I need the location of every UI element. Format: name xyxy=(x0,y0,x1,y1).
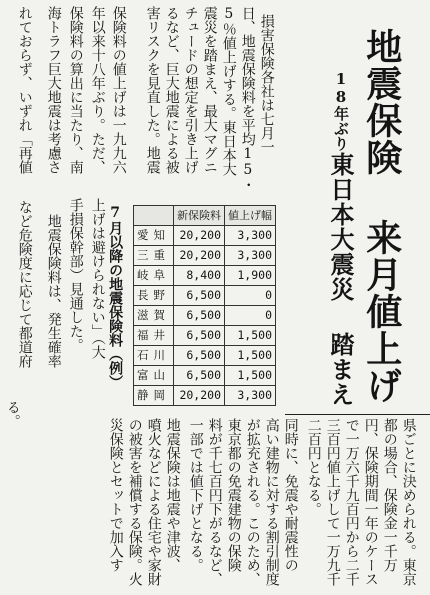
table-cell-new-premium: 8,400 xyxy=(174,266,225,286)
article-column: 県ごとに決められる。東京 xyxy=(400,418,417,586)
table-cell-new-premium: 20,200 xyxy=(174,386,225,406)
table-cell-prefecture: 滋賀 xyxy=(134,306,174,326)
article-column: が拡充される。このため、 xyxy=(244,418,261,586)
headline-main: 地震保険 来月値上げ xyxy=(360,28,403,404)
table-cell-prefecture: 愛知 xyxy=(134,226,174,246)
article-column: 一部では値下げとなる。 xyxy=(187,418,204,572)
article-column: で一万六千九百円から二千 xyxy=(343,418,360,586)
table-row xyxy=(134,366,276,386)
article-column: る。 xyxy=(4,400,21,428)
article-column: 5％値上げする。東日本大 xyxy=(220,6,237,176)
table-cell-prefecture: 石川 xyxy=(134,346,174,366)
article-column: 三百円値上げして一万九千 xyxy=(324,418,341,586)
table-cell-increase: 1,500 xyxy=(225,366,276,386)
article-column: 都の場合、保険金一千万 xyxy=(381,418,398,572)
article-column: 噴火などによる住宅や家財 xyxy=(145,418,162,586)
table-cell-prefecture: 岐阜 xyxy=(134,266,174,286)
table-row xyxy=(134,286,276,306)
article-column: 円、保険期間一年のケース xyxy=(362,418,379,586)
article-column: 地震保険は地震や津波、 xyxy=(164,418,181,572)
article-column: 年以来十八年ぶり。ただ、 xyxy=(89,6,106,174)
table-cell-prefecture: 静岡 xyxy=(134,386,174,406)
article-column: 東京都の免震建物の保険 xyxy=(225,418,242,572)
article-column: 高い建物に対する割引制度 xyxy=(263,418,280,586)
table-cell-increase: 1,500 xyxy=(225,326,276,346)
article-column: 上げは避けられない」（大 xyxy=(89,198,106,359)
table-cell-increase: 3,300 xyxy=(225,246,276,266)
table-cell-increase: 1,500 xyxy=(225,346,276,366)
table-cell-prefecture: 長野 xyxy=(134,286,174,306)
table-row xyxy=(134,386,276,406)
article-column: 手損保幹部）見通した。 xyxy=(67,198,84,352)
article-column: 損害保険各社は七月一 xyxy=(258,14,275,154)
article-column: 害リスクを見直した。地震 xyxy=(144,6,161,174)
table-cell-increase: 1,900 xyxy=(225,266,276,286)
table-row xyxy=(134,226,276,246)
table-cell-prefecture: 富山 xyxy=(134,366,174,386)
table-header: 新保険料 xyxy=(174,206,225,226)
table-cell-new-premium: 6,500 xyxy=(174,366,225,386)
table-cell-increase: 0 xyxy=(225,306,276,326)
article-column: チュードの想定を引き上げ xyxy=(182,6,199,174)
table-cell-new-premium: 6,500 xyxy=(174,286,225,306)
table-cell-new-premium: 20,200 xyxy=(174,246,225,266)
article-column: るなど、巨大地震による被 xyxy=(163,6,180,174)
divider-rule xyxy=(285,414,430,415)
article-column: 保険料の値上げは一九九六 xyxy=(110,6,127,174)
table-cell-prefecture: 福井 xyxy=(134,326,174,346)
article-column: 二百円となる。 xyxy=(305,418,322,516)
article-column: 地震保険料は、発生確率 xyxy=(45,214,62,368)
table-header xyxy=(134,206,174,226)
article-column: 日、地震保険料を平均15・ xyxy=(239,6,256,192)
headline-sub-small: 18年ぶり xyxy=(332,70,350,151)
table-cell-new-premium: 20,200 xyxy=(174,226,225,246)
table-row xyxy=(134,266,276,286)
table-cell-increase: 3,300 xyxy=(225,226,276,246)
table-cell-prefecture: 三重 xyxy=(134,246,174,266)
article-column: など危険度に応じて都道府 xyxy=(16,200,33,368)
table-row xyxy=(134,306,276,326)
article-column: れておらず、いずれ「再値 xyxy=(16,6,33,174)
article-column: 災保険とセットで加入す xyxy=(107,418,124,572)
table-cell-increase: 3,300 xyxy=(225,386,276,406)
table-title: 7月以降の地震保険料（例） xyxy=(107,205,124,389)
article-column: 料が千七百円下がるなど、 xyxy=(206,418,223,586)
headline-sub: 東日本大震災 踏まえ xyxy=(326,152,355,407)
article-column: の被害を補償する保険。火 xyxy=(126,418,143,586)
table-row xyxy=(134,346,276,366)
table-cell-new-premium: 6,500 xyxy=(174,326,225,346)
table-cell-increase: 0 xyxy=(225,286,276,306)
table-cell-new-premium: 6,500 xyxy=(174,346,225,366)
table-cell-new-premium: 6,500 xyxy=(174,306,225,326)
table-header-row xyxy=(134,206,276,226)
table-header: 値上げ幅 xyxy=(225,206,276,226)
article-column: 震災を踏まえ、最大マグニ xyxy=(201,6,218,174)
table-row xyxy=(134,326,276,346)
article-column: 保険料の算出に当たり、南 xyxy=(67,6,84,174)
article-column: 同時に、免震や耐震性の xyxy=(282,418,299,572)
rate-table xyxy=(133,205,276,406)
article-column: 海トラフ巨大地震は考慮さ xyxy=(45,6,62,174)
table-row xyxy=(134,246,276,266)
